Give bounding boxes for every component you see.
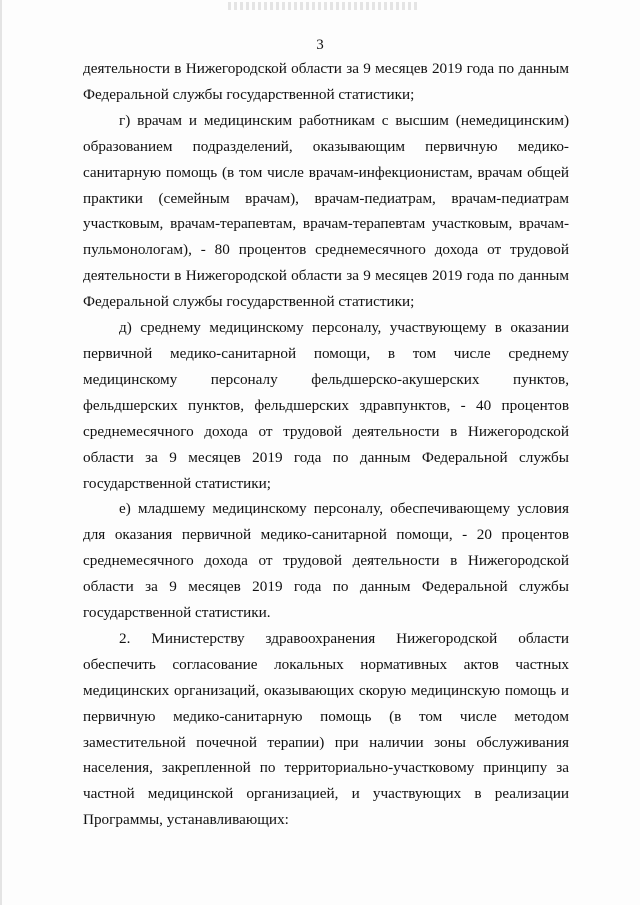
- document-body: [83, 56, 569, 833]
- scan-artifact: [228, 2, 418, 10]
- page-number: 3: [316, 37, 324, 53]
- paragraph-item-2: 2. Министерству здравоохранения Нижегородской области обеспечить согласование локальных нормативных актов частных медицинских организаций, оказывающих скорую медицинскую помощь и первичную медико-санитарную помощь (в том числе методом заместительной почечной терапии) при наличии зоны обслуживания населения, закрепленной по территориально-участковому принципу за частной медицинской организацией, и участвующих в реализации Программы, устанавливающих:: [83, 629, 569, 829]
- paragraph-item-d: д) среднему медицинскому персоналу, участвующему в оказании первичной медико-санитарной помощи, в том числе среднему медицинскому персоналу фельдшерско-акушерских пунктов, фельдшерских пунктов, фельдшерских здравпунктов, - 40 процентов среднемесячного дохода от трудовой деятельности в Нижегородской области за 9 месяцев 2019 года по данным Федеральной службы государственной статистики;: [83, 319, 569, 492]
- paragraph-item-g: г) врачам и медицинским работникам с высшим (немедицинским) образованием подразделений, оказывающим первичную медико-санитарную помощь (в том числе врачам-инфекционистам, врачам общей практики (семейным врачам), врачам-педиатрам, врачам-педиатрам участковым, врачам-терапевтам, врачам-терапевтам участковым, врачам-пульмонологам), - 80 процентов среднемесячного дохода от трудовой деятельности в Нижегородской области за 9 месяцев 2019 года по данным Федеральной службы государственной статистики;: [83, 111, 569, 311]
- paragraph-item-e: е) младшему медицинскому персоналу, обеспечивающему условия для оказания первичной медико-санитарной помощи, - 20 процентов среднемесячного дохода от трудовой деятельности в Нижегородской области за 9 месяцев 2019 года по данным Федеральной службы государственной статистики.: [83, 500, 569, 622]
- page-edge: [0, 0, 2, 905]
- paragraph-continuation: деятельности в Нижегородской области за 9 месяцев 2019 года по данным Федеральной службы государственной статистики;: [83, 60, 569, 103]
